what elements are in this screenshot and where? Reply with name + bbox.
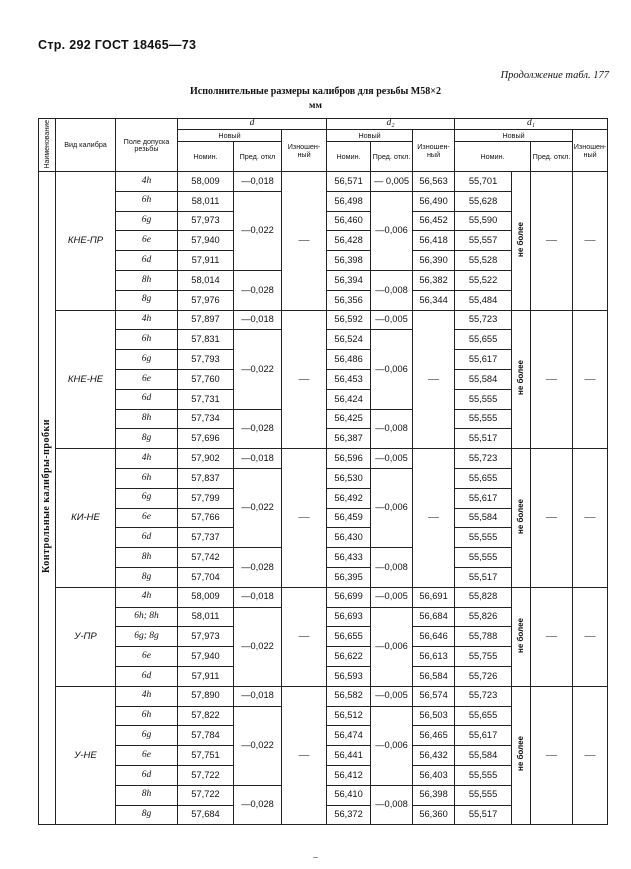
tolerance-field: 6d bbox=[116, 765, 178, 785]
d2-nominal: 56,356 bbox=[327, 290, 371, 310]
d-nominal: 58,014 bbox=[178, 270, 234, 290]
d-deviation: —0,018 bbox=[234, 310, 282, 330]
header-d-worn: Изношен-ный bbox=[282, 130, 327, 172]
d-nominal: 57,897 bbox=[178, 310, 234, 330]
d1-nominal: 55,617 bbox=[455, 726, 512, 746]
d-deviation: —0,028 bbox=[234, 409, 282, 449]
d-deviation: —0,028 bbox=[234, 785, 282, 825]
d2-deviation: —0,008 bbox=[371, 409, 413, 449]
not-more-label: не более bbox=[516, 360, 526, 396]
d-nominal: 57,722 bbox=[178, 785, 234, 805]
header-name: Наименование bbox=[39, 119, 56, 172]
d2-nominal: 56,424 bbox=[327, 389, 371, 409]
header-d2-nominal: Номин. bbox=[327, 142, 371, 172]
d-nominal: 57,742 bbox=[178, 548, 234, 568]
d2-nominal: 56,592 bbox=[327, 310, 371, 330]
d1-nominal: 55,555 bbox=[455, 528, 512, 548]
d2-worn: — bbox=[413, 310, 455, 449]
gauge-kind: У-НЕ bbox=[56, 686, 116, 825]
d2-worn: 56,691 bbox=[413, 587, 455, 607]
d1-nominal: 55,555 bbox=[455, 548, 512, 568]
d-nominal: 57,760 bbox=[178, 369, 234, 389]
d-worn: — bbox=[282, 310, 327, 449]
tolerance-field: 4h bbox=[116, 172, 178, 192]
d1-nominal: 55,584 bbox=[455, 508, 512, 528]
d2-deviation: —0,006 bbox=[371, 468, 413, 547]
tolerance-field: 4h bbox=[116, 587, 178, 607]
d2-nominal: 56,441 bbox=[327, 746, 371, 766]
tolerance-field: 6e bbox=[116, 508, 178, 528]
d-deviation: —0,022 bbox=[234, 468, 282, 547]
d2-worn: 56,403 bbox=[413, 765, 455, 785]
page-header: Стр. 292 ГОСТ 18465—73 bbox=[38, 38, 197, 52]
d-nominal: 57,751 bbox=[178, 746, 234, 766]
tolerance-field: 6h bbox=[116, 468, 178, 488]
tolerance-field: 8g bbox=[116, 567, 178, 587]
d1-nominal: 55,555 bbox=[455, 765, 512, 785]
gauge-dimensions-table bbox=[38, 118, 608, 825]
d2-worn: — bbox=[413, 449, 455, 588]
tolerance-field: 6h bbox=[116, 330, 178, 350]
d2-nominal: 56,655 bbox=[327, 627, 371, 647]
d1-nominal: 55,617 bbox=[455, 488, 512, 508]
d1-nominal: 55,628 bbox=[455, 191, 512, 211]
d-nominal: 58,009 bbox=[178, 172, 234, 192]
d2-nominal: 56,498 bbox=[327, 191, 371, 211]
d2-worn: 56,465 bbox=[413, 726, 455, 746]
d-nominal: 57,902 bbox=[178, 449, 234, 469]
d1-nominal: 55,826 bbox=[455, 607, 512, 627]
d1-nominal: 55,788 bbox=[455, 627, 512, 647]
d-worn: — bbox=[282, 686, 327, 825]
units-label: мм bbox=[309, 101, 322, 111]
tolerance-field: 6e bbox=[116, 746, 178, 766]
d2-nominal: 56,453 bbox=[327, 369, 371, 389]
d1-worn: — bbox=[573, 172, 608, 311]
tolerance-field: 4h bbox=[116, 449, 178, 469]
not-more-label: не более bbox=[516, 221, 526, 257]
d-deviation: —0,022 bbox=[234, 607, 282, 686]
d2-nominal: 56,410 bbox=[327, 785, 371, 805]
header-d: d bbox=[178, 119, 327, 130]
d2-nominal: 56,622 bbox=[327, 647, 371, 667]
d1-nominal: 55,517 bbox=[455, 429, 512, 449]
header-d1-nominal: Номин. bbox=[455, 142, 531, 172]
tolerance-field: 6g bbox=[116, 488, 178, 508]
d2-nominal: 56,430 bbox=[327, 528, 371, 548]
d2-deviation: —0,005 bbox=[371, 587, 413, 607]
table-row bbox=[39, 449, 608, 469]
d-deviation: —0,028 bbox=[234, 270, 282, 310]
d2-worn: 56,684 bbox=[413, 607, 455, 627]
d1-nominal: 55,517 bbox=[455, 805, 512, 825]
tolerance-field: 6h bbox=[116, 706, 178, 726]
d2-nominal: 56,486 bbox=[327, 350, 371, 370]
d1-nominal: 55,723 bbox=[455, 686, 512, 706]
tolerance-field: 6g bbox=[116, 350, 178, 370]
d1-nominal: 55,555 bbox=[455, 389, 512, 409]
header-d2-new: Новый bbox=[327, 130, 413, 142]
table-body bbox=[39, 172, 608, 825]
d-deviation: —0,018 bbox=[234, 449, 282, 469]
d2-nominal: 56,425 bbox=[327, 409, 371, 429]
d1-nominal: 55,484 bbox=[455, 290, 512, 310]
d2-nominal: 56,428 bbox=[327, 231, 371, 251]
header-d2-worn: Изношен-ный bbox=[413, 130, 455, 172]
d-nominal: 57,737 bbox=[178, 528, 234, 548]
d2-nominal: 56,593 bbox=[327, 666, 371, 686]
d-nominal: 58,011 bbox=[178, 191, 234, 211]
d2-worn: 56,646 bbox=[413, 627, 455, 647]
d-nominal: 57,822 bbox=[178, 706, 234, 726]
d2-nominal: 56,524 bbox=[327, 330, 371, 350]
d2-nominal: 56,530 bbox=[327, 468, 371, 488]
group-label: Контрольные калибры-пробки bbox=[41, 419, 52, 574]
d1-nominal: 55,528 bbox=[455, 251, 512, 271]
tolerance-field: 4h bbox=[116, 310, 178, 330]
d2-worn: 56,452 bbox=[413, 211, 455, 231]
tolerance-field: 6g bbox=[116, 211, 178, 231]
tolerance-field: 6d bbox=[116, 528, 178, 548]
d2-deviation: —0,005 bbox=[371, 449, 413, 469]
d2-worn: 56,563 bbox=[413, 172, 455, 192]
table-row bbox=[39, 172, 608, 192]
gauge-kind: КНЕ-ПР bbox=[56, 172, 116, 311]
d1-nominal: 55,555 bbox=[455, 785, 512, 805]
d2-nominal: 56,398 bbox=[327, 251, 371, 271]
d-deviation: —0,022 bbox=[234, 330, 282, 409]
header-d2: d₂ bbox=[327, 119, 455, 130]
gauge-kind: У-ПР bbox=[56, 587, 116, 686]
d2-worn: 56,574 bbox=[413, 686, 455, 706]
d-nominal: 57,731 bbox=[178, 389, 234, 409]
d1-nominal: 55,726 bbox=[455, 666, 512, 686]
tolerance-field: 6d bbox=[116, 389, 178, 409]
d-nominal: 57,784 bbox=[178, 726, 234, 746]
d1-nominal: 55,555 bbox=[455, 409, 512, 429]
d2-deviation: —0,006 bbox=[371, 607, 413, 686]
d1-nominal: 55,828 bbox=[455, 587, 512, 607]
tolerance-field: 6h; 8h bbox=[116, 607, 178, 627]
d2-deviation: —0,006 bbox=[371, 706, 413, 785]
d2-worn: 56,382 bbox=[413, 270, 455, 290]
d2-worn: 56,344 bbox=[413, 290, 455, 310]
d-nominal: 57,890 bbox=[178, 686, 234, 706]
d1-nominal: 55,655 bbox=[455, 468, 512, 488]
tolerance-field: 6d bbox=[116, 666, 178, 686]
d-nominal: 57,837 bbox=[178, 468, 234, 488]
d-nominal: 57,799 bbox=[178, 488, 234, 508]
page-mark: – bbox=[313, 852, 318, 862]
d-nominal: 57,684 bbox=[178, 805, 234, 825]
d-nominal: 57,940 bbox=[178, 231, 234, 251]
d-deviation: —0,018 bbox=[234, 587, 282, 607]
tolerance-field: 6e bbox=[116, 231, 178, 251]
d2-nominal: 56,387 bbox=[327, 429, 371, 449]
table-row bbox=[39, 587, 608, 607]
tolerance-field: 8h bbox=[116, 270, 178, 290]
d1-nominal: 55,655 bbox=[455, 706, 512, 726]
not-more-label: не более bbox=[516, 736, 526, 772]
d-nominal: 57,973 bbox=[178, 627, 234, 647]
d2-deviation: —0,005 bbox=[371, 686, 413, 706]
d1-nominal: 55,655 bbox=[455, 330, 512, 350]
header-d1-worn: Изношен-ный bbox=[573, 130, 608, 172]
d1-nominal: 55,517 bbox=[455, 567, 512, 587]
d1-nominal: 55,584 bbox=[455, 369, 512, 389]
d2-nominal: 56,433 bbox=[327, 548, 371, 568]
header-d-new: Новый bbox=[178, 130, 282, 142]
d2-worn: 56,490 bbox=[413, 191, 455, 211]
d-nominal: 57,793 bbox=[178, 350, 234, 370]
d2-deviation: —0,006 bbox=[371, 191, 413, 270]
d-deviation: —0,018 bbox=[234, 686, 282, 706]
group-label-cell bbox=[39, 172, 56, 825]
d2-worn: 56,584 bbox=[413, 666, 455, 686]
d2-worn: 56,360 bbox=[413, 805, 455, 825]
d2-deviation: —0,008 bbox=[371, 270, 413, 310]
header-d-nominal: Номин. bbox=[178, 142, 234, 172]
table-continuation-label: Продолжение табл. 177 bbox=[500, 70, 609, 81]
d-deviation: —0,028 bbox=[234, 548, 282, 588]
d2-worn: 56,613 bbox=[413, 647, 455, 667]
d2-nominal: 56,699 bbox=[327, 587, 371, 607]
d-deviation: —0,022 bbox=[234, 191, 282, 270]
d1-nominal: 55,723 bbox=[455, 310, 512, 330]
d2-nominal: 56,474 bbox=[327, 726, 371, 746]
tolerance-field: 6g bbox=[116, 726, 178, 746]
tolerance-field: 8g bbox=[116, 290, 178, 310]
d2-nominal: 56,582 bbox=[327, 686, 371, 706]
d2-nominal: 56,372 bbox=[327, 805, 371, 825]
d1-deviation: — bbox=[531, 587, 573, 686]
header-tolerance: Поле допуска резьбы bbox=[116, 119, 178, 172]
d1-nominal: 55,522 bbox=[455, 270, 512, 290]
d2-deviation: —0,006 bbox=[371, 330, 413, 409]
d-worn: — bbox=[282, 449, 327, 588]
tolerance-field: 8g bbox=[116, 805, 178, 825]
d2-deviation: — 0,005 bbox=[371, 172, 413, 192]
header-d2-deviation: Пред. откл. bbox=[371, 142, 413, 172]
d2-nominal: 56,492 bbox=[327, 488, 371, 508]
d2-deviation: —0,005 bbox=[371, 310, 413, 330]
tolerance-field: 6h bbox=[116, 191, 178, 211]
d1-nominal: 55,590 bbox=[455, 211, 512, 231]
d-nominal: 57,976 bbox=[178, 290, 234, 310]
d-nominal: 57,940 bbox=[178, 647, 234, 667]
gauge-kind: КНЕ-НЕ bbox=[56, 310, 116, 449]
d-nominal: 57,766 bbox=[178, 508, 234, 528]
d2-nominal: 56,394 bbox=[327, 270, 371, 290]
not-more-cell bbox=[512, 686, 531, 825]
d1-nominal: 55,701 bbox=[455, 172, 512, 192]
not-more-cell bbox=[512, 172, 531, 311]
d2-deviation: —0,008 bbox=[371, 785, 413, 825]
header-d1-deviation: Пред. откл. bbox=[531, 142, 573, 172]
table-row bbox=[39, 310, 608, 330]
d-nominal: 57,734 bbox=[178, 409, 234, 429]
d2-nominal: 56,412 bbox=[327, 765, 371, 785]
d1-worn: — bbox=[573, 686, 608, 825]
d2-deviation: —0,008 bbox=[371, 548, 413, 588]
d-nominal: 57,973 bbox=[178, 211, 234, 231]
header-d1-new: Новый bbox=[455, 130, 573, 142]
d1-deviation: — bbox=[531, 310, 573, 449]
d2-worn: 56,503 bbox=[413, 706, 455, 726]
tolerance-field: 6g; 8g bbox=[116, 627, 178, 647]
d-deviation: —0,022 bbox=[234, 706, 282, 785]
not-more-cell bbox=[512, 310, 531, 449]
tolerance-field: 6e bbox=[116, 647, 178, 667]
not-more-label: не более bbox=[516, 617, 526, 653]
d1-deviation: — bbox=[531, 686, 573, 825]
d1-nominal: 55,723 bbox=[455, 449, 512, 469]
d-nominal: 57,696 bbox=[178, 429, 234, 449]
d-nominal: 57,722 bbox=[178, 765, 234, 785]
d2-nominal: 56,460 bbox=[327, 211, 371, 231]
d1-worn: — bbox=[573, 449, 608, 588]
d2-nominal: 56,571 bbox=[327, 172, 371, 192]
d2-nominal: 56,512 bbox=[327, 706, 371, 726]
tolerance-field: 8h bbox=[116, 409, 178, 429]
not-more-cell bbox=[512, 587, 531, 686]
d1-nominal: 55,584 bbox=[455, 746, 512, 766]
d1-deviation: — bbox=[531, 172, 573, 311]
d1-worn: — bbox=[573, 587, 608, 686]
d-deviation: —0,018 bbox=[234, 172, 282, 192]
tolerance-field: 8h bbox=[116, 548, 178, 568]
d1-nominal: 55,557 bbox=[455, 231, 512, 251]
header-kind: Вид калибра bbox=[56, 119, 116, 172]
d2-worn: 56,390 bbox=[413, 251, 455, 271]
d1-nominal: 55,755 bbox=[455, 647, 512, 667]
d-nominal: 57,911 bbox=[178, 666, 234, 686]
tolerance-field: 6d bbox=[116, 251, 178, 271]
d2-nominal: 56,395 bbox=[327, 567, 371, 587]
d2-nominal: 56,459 bbox=[327, 508, 371, 528]
d1-worn: — bbox=[573, 310, 608, 449]
tolerance-field: 6e bbox=[116, 369, 178, 389]
not-more-cell bbox=[512, 449, 531, 588]
d2-worn: 56,418 bbox=[413, 231, 455, 251]
gauge-kind: КИ-НЕ bbox=[56, 449, 116, 588]
d-nominal: 57,704 bbox=[178, 567, 234, 587]
tolerance-field: 4h bbox=[116, 686, 178, 706]
not-more-label: не более bbox=[516, 498, 526, 534]
d2-worn: 56,398 bbox=[413, 785, 455, 805]
d2-nominal: 56,596 bbox=[327, 449, 371, 469]
d2-nominal: 56,693 bbox=[327, 607, 371, 627]
table-title: Исполнительные размеры калибров для резьбы М58×2 bbox=[190, 86, 441, 97]
table-row bbox=[39, 686, 608, 706]
tolerance-field: 8h bbox=[116, 785, 178, 805]
d2-worn: 56,432 bbox=[413, 746, 455, 766]
tolerance-field: 8g bbox=[116, 429, 178, 449]
d-worn: — bbox=[282, 172, 327, 311]
d1-nominal: 55,617 bbox=[455, 350, 512, 370]
d-worn: — bbox=[282, 587, 327, 686]
d-nominal: 57,911 bbox=[178, 251, 234, 271]
header-d-deviation: Пред. откл bbox=[234, 142, 282, 172]
d-nominal: 57,831 bbox=[178, 330, 234, 350]
d-nominal: 58,011 bbox=[178, 607, 234, 627]
d1-deviation: — bbox=[531, 449, 573, 588]
header-d1: d₁ bbox=[455, 119, 608, 130]
d-nominal: 58,009 bbox=[178, 587, 234, 607]
